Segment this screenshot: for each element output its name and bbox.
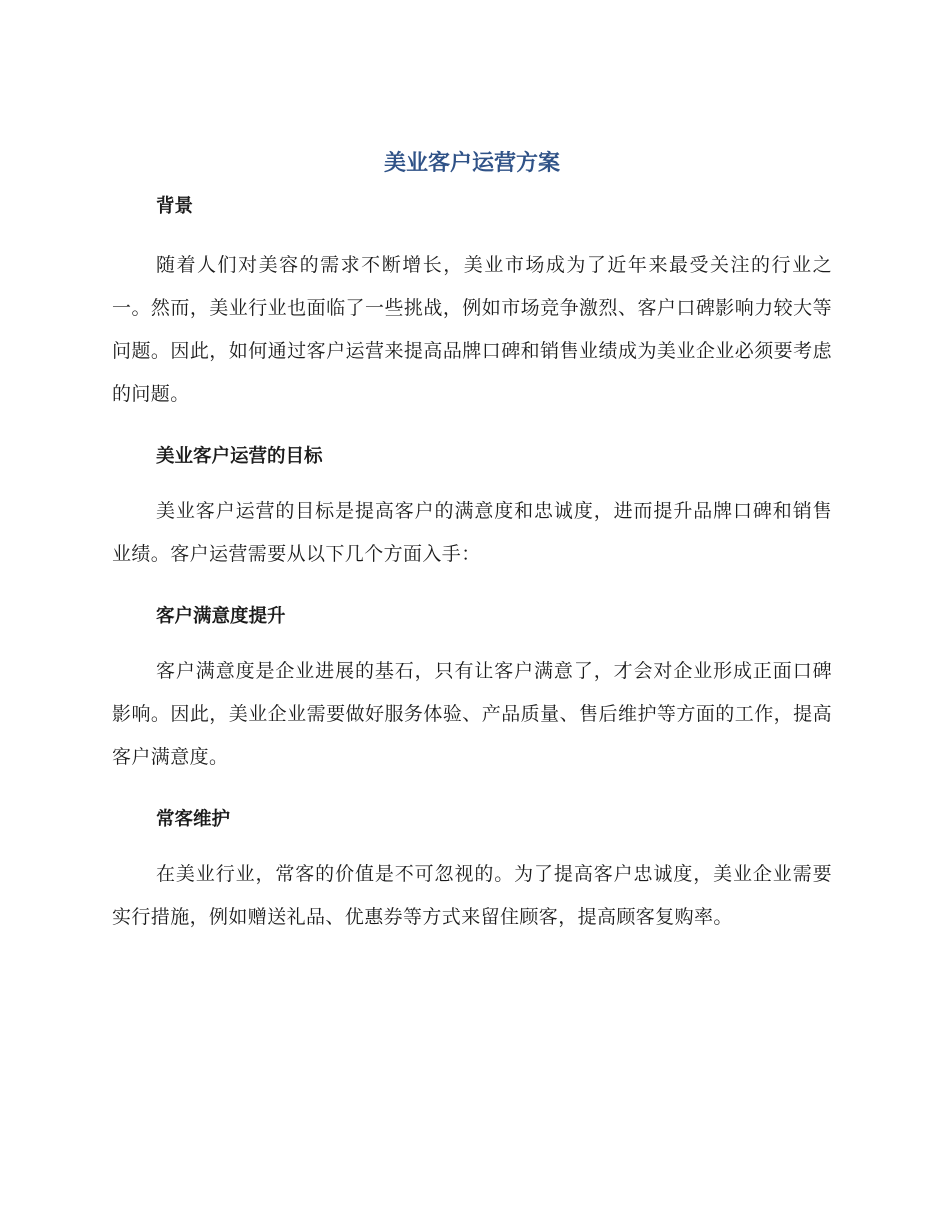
section-heading-goal: 美业客户运营的目标 (156, 446, 323, 467)
document-page (112, 140, 832, 939)
section-paragraph-satisfaction: 客户满意度是企业进展的基石，只有让客户满意了，才会对企业形成正面口碑影响。因此，美业企业需要做好服务体验、产品质量、售后维护等方面的工作，提高客户满意度。 (112, 660, 832, 768)
section-paragraph-background: 随着人们对美容的需求不断增长，美业市场成为了近年来最受关注的行业之一。然而，美业行业也面临了一些挑战，例如市场竞争激烈、客户口碑影响力较大等问题。因此，如何通过客户运营来提高品牌口碑和销售业绩成为美业企业必须要考虑的问题。 (112, 254, 832, 405)
section-heading-satisfaction: 客户满意度提升 (156, 606, 286, 627)
section-paragraph-regulars: 在美业行业，常客的价值是不可忽视的。为了提高客户忠诚度，美业企业需要实行措施，例如赠送礼品、优惠券等方式来留住顾客，提高顾客复购率。 (112, 863, 832, 928)
section-heading-regulars: 常客维护 (156, 809, 231, 830)
section-heading-background: 背景 (156, 196, 194, 217)
section-paragraph-goal: 美业客户运营的目标是提高客户的满意度和忠诚度，进而提升品牌口碑和销售业绩。客户运营需要从以下几个方面入手： (112, 500, 832, 565)
document-title: 美业客户运营方案 (383, 151, 560, 176)
